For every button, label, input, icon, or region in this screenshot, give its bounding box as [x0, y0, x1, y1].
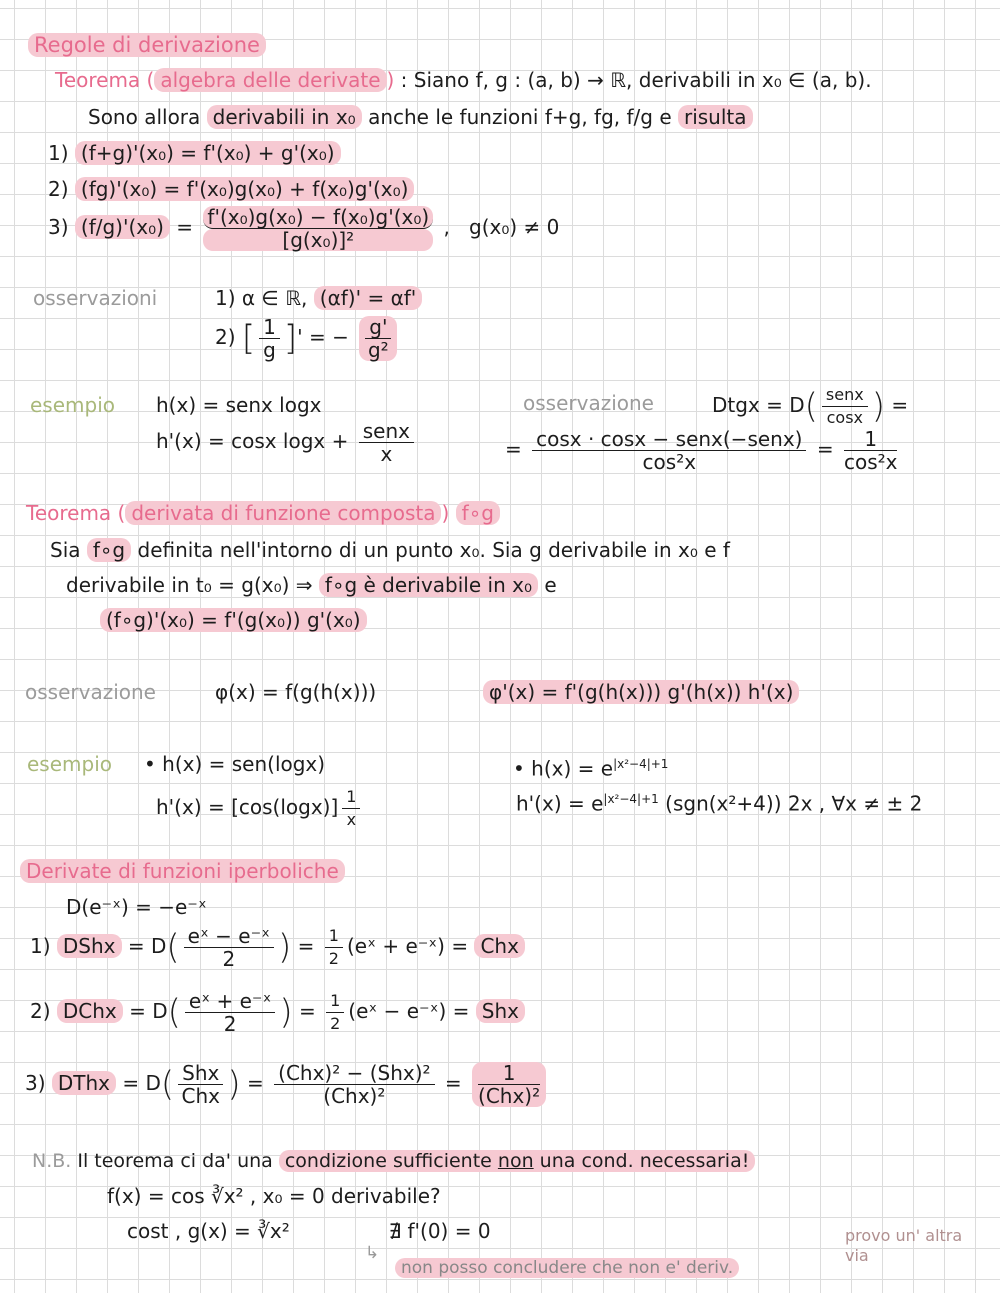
nb-line1 — [32, 1148, 755, 1174]
theorem-label: Teorema — [55, 68, 141, 92]
hyperbolic-rule-3: 3) DThx = D( $\frac{\text{Shx}}{\text{Chx}}$ ) = $\frac{\text{(Chx)² − (Shx)²}}{\text{(Chx)²}}$ = $\frac{1}{\text{(Chx)²}}$ — [25, 1062, 550, 1107]
hyperbolic-rule-3-den: Chx — [181, 1084, 221, 1108]
hyperbolic-rule-1-den: 2 — [222, 947, 236, 971]
observation-2-den: g — [263, 338, 276, 362]
nb-line3-b: ∄ f'(0) = 0 — [388, 1219, 491, 1243]
hyperbolic-rule-1-eq: = D — [127, 934, 167, 958]
hyperbolic-rule-3-res-num: 1 — [478, 1062, 540, 1085]
example-2-left2-num: 1 — [342, 786, 360, 809]
example-1-line1: h(x) = senx logx — [156, 393, 322, 417]
theorem-composite-line2-hl: f∘g è derivabile in x₀ — [319, 573, 538, 597]
hyperbolic-rule-2-num: eˣ + e⁻ˣ — [185, 990, 275, 1013]
theorem-composite-label: Teorema ( — [26, 501, 126, 525]
nb-line3 — [127, 1218, 491, 1244]
observation-tg-res-den: cos²x — [843, 450, 898, 474]
rule-3-lhs: (f/g)'(x₀) — [75, 215, 170, 239]
hyperbolic-rule-3-mid: = — [247, 1071, 264, 1095]
theorem-composite-line1 — [50, 537, 730, 563]
hyperbolic-rule-1-num: eˣ − e⁻ˣ — [184, 925, 274, 948]
observation-tg-eq: = — [891, 393, 909, 417]
hyperbolic-rule-2-den: 2 — [223, 1012, 237, 1036]
observation-2-rden: g² — [367, 338, 389, 362]
theorem-composite-line2-b: e — [544, 573, 557, 597]
derivative-exp: D(e⁻ˣ) = −e⁻ˣ — [66, 895, 207, 919]
example-2-right1-exp: |x²−4|+1 — [613, 757, 669, 771]
example-2-right2 — [516, 786, 922, 817]
hyperbolic-rule-2-result: Shx — [476, 999, 525, 1023]
observation-2-num: 1 — [259, 316, 280, 339]
hyperbolic-rule-3-num2: (Chx)² − (Shx)² — [274, 1062, 434, 1085]
hyperbolic-rule-2-half-num: 1 — [326, 990, 344, 1013]
example-1-num: senx — [359, 420, 414, 443]
theorem-composite-line1-hl: f∘g — [87, 538, 131, 562]
theorem-line2 — [88, 104, 753, 130]
section-title-hyperbolic-text: Derivate di funzioni iperboliche — [20, 859, 345, 883]
observation-tg-line2-den: cos²x — [642, 450, 697, 474]
theorem-composite-fog: f∘g — [456, 501, 500, 525]
hyperbolic-rule-3-res-den: (Chx)² — [478, 1084, 541, 1108]
rule-1-formula: (f+g)'(x₀) = f'(x₀) + g'(x₀) — [75, 141, 341, 165]
theorem-composite-close: ) — [441, 501, 450, 525]
hyperbolic-rule-2-lhs: DChx — [57, 999, 123, 1023]
example-1-line2-a: h'(x) = cosx logx + — [156, 429, 349, 453]
theorem-line2-b: anche le funzioni f+g, fg, f/g e — [368, 105, 672, 129]
hyperbolic-rule-3-den2: (Chx)² — [323, 1084, 386, 1108]
hyperbolic-rule-3-eq: = D — [122, 1071, 161, 1095]
rule-2-formula: (fg)'(x₀) = f'(x₀)g(x₀) + f(x₀)g'(x₀) — [75, 177, 415, 201]
rule-3-number: 3) — [48, 215, 69, 239]
hyperbolic-rule-1-lhs: DShx — [57, 934, 122, 958]
example-2-right2-a: h'(x) = e — [516, 791, 604, 816]
rule-2-number: 2) — [48, 177, 69, 201]
hyperbolic-rule-2: 2) DChx = D( $\frac{\text{eˣ + e⁻ˣ}}{2}$ ) = $\frac{1}{2}$ (eˣ − e⁻ˣ) = Shx — [30, 990, 525, 1035]
nb-highlight — [279, 1150, 756, 1172]
observation-chain-formula — [483, 679, 799, 705]
nb-highlight-a: condizione sufficiente — [284, 1150, 492, 1172]
observation-1 — [215, 285, 422, 311]
observation-tg-line2-num: cosx · cosx − senx(−senx) — [532, 428, 806, 451]
observation-chain-text: φ(x) = f(g(h(x))) — [215, 680, 377, 704]
theorem-composite-line1-a: Sia — [50, 538, 81, 562]
rule-3-condition: g(x₀) ≠ 0 — [469, 215, 560, 239]
observation-tg-line1: Dtgx = D( $\frac{\text{senx}}{\cos x}$ ) = — [712, 385, 909, 427]
theorem-algebra: Teorema ( algebra delle derivate ) : Siano f, g : (a, b) → ℝ, derivabili in x₀ ∈ (a, b). — [55, 68, 872, 92]
hyperbolic-rule-2-half-den: 2 — [330, 1014, 341, 1033]
hyperbolic-rule-3-number: 3) — [25, 1071, 46, 1095]
observation-tg-den: cosx — [826, 408, 864, 427]
hyperbolic-rule-1-number: 1) — [30, 934, 51, 958]
section-title-hyperbolic — [20, 858, 345, 884]
nb-line2: f(x) = cos ∛x² , x₀ = 0 derivabile? — [107, 1184, 441, 1208]
nb-line4-text: non posso concludere che non e' deriv. — [395, 1258, 739, 1278]
example-2-right1 — [513, 751, 668, 782]
arrow-icon: ↳ — [365, 1243, 380, 1263]
example-1-label: esempio — [30, 393, 115, 417]
theorem-composite — [26, 500, 500, 526]
hyperbolic-rule-1-half-num: 1 — [325, 925, 343, 948]
example-2-right1-a: • h(x) = e — [513, 756, 614, 781]
rule-3-numerator: f'(x₀)g(x₀) − f(x₀)g'(x₀) — [203, 206, 433, 229]
theorem-name: algebra delle derivate — [154, 68, 386, 92]
hyperbolic-rule-1-mid: = — [297, 934, 315, 958]
theorem-text: : Siano f, g : (a, b) → ℝ, derivabili in x₀ ∈ (a, b). — [400, 68, 872, 92]
section-title-derivation-rules: Regole di derivazione — [28, 32, 266, 58]
observation-tg-text: Dtgx = D — [712, 393, 805, 417]
theorem-composite-line2-a: derivabile in t₀ = g(x₀) ⇒ — [66, 573, 313, 597]
nb-highlight-b: una cond. necessaria! — [539, 1150, 750, 1172]
theorem-composite-formula-text: (f∘g)'(x₀) = f'(g(x₀)) g'(x₀) — [100, 608, 367, 632]
theorem-composite-line2 — [66, 572, 557, 598]
rule-1-number: 1) — [48, 141, 69, 165]
rule-3: 3) (f/g)'(x₀) = $\frac{\text{f'(x₀)g(x₀) − f(x₀)g'(x₀)}}{\text{[g(x₀)]²}}$ , g(x₀) ≠ 0 — [48, 205, 560, 252]
observation-tg-label: osservazione — [523, 391, 654, 415]
example-2-right2-b: (sgn(x²+4)) 2x , ∀x ≠ ± 2 — [665, 791, 923, 816]
hyperbolic-rule-1-paren: (eˣ + e⁻ˣ) = — [346, 934, 469, 958]
nb-line3-a: cost , g(x) = ∛x² — [127, 1219, 290, 1243]
rule-1 — [48, 140, 341, 166]
observation-tg-line2: = $\frac{\text{cosx · cosx − senx(−senx)}}{\text{cos²x}}$ = $\frac{1}{\text{cos²x}}$ — [505, 427, 898, 474]
theorem-line2-hl: derivabili in x₀ — [207, 105, 362, 129]
theorem-composite-line1-b: definita nell'intorno di un punto x₀. Sia g derivabile in x₀ e f — [137, 538, 730, 562]
example-1-line2 — [156, 420, 418, 465]
observation-1-a: 1) α ∈ ℝ, — [215, 286, 308, 310]
hyperbolic-rule-2-eq: = D — [129, 999, 168, 1023]
nb-highlight-underlined: non — [497, 1150, 534, 1172]
rule-2 — [48, 176, 414, 202]
hyperbolic-rule-1-result: Chx — [474, 934, 524, 958]
observations-label: osservazioni — [33, 286, 158, 310]
example-2-right2-exp: |x²−4|+1 — [603, 792, 659, 806]
nb-line4 — [395, 1255, 739, 1281]
observation-chain-formula-text: φ'(x) = f'(g(h(x))) g'(h(x)) h'(x) — [483, 680, 799, 704]
rule-3-fraction — [203, 206, 433, 251]
hyperbolic-rule-2-paren: (eˣ − e⁻ˣ) = — [348, 999, 470, 1023]
observation-2-rnum: g' — [365, 316, 391, 339]
hyperbolic-rule-2-mid: = — [298, 999, 316, 1023]
nb-label: N.B. — [32, 1150, 72, 1172]
theorem-line2-a: Sono allora — [88, 105, 201, 129]
hyperbolic-rule-3-eq2: = — [444, 1071, 462, 1095]
example-2-left2-a: h'(x) = [cos(logx)] — [156, 795, 339, 819]
hyperbolic-rule-2-number: 2) — [30, 999, 51, 1023]
observation-1-b: (αf)' = αf' — [314, 286, 423, 310]
theorem-composite-formula — [100, 607, 367, 633]
theorem-composite-name: derivata di funzione composta — [125, 501, 441, 525]
observation-chain-label: osservazione — [25, 680, 156, 704]
hyperbolic-rule-3-num: Shx — [178, 1062, 223, 1085]
observation-2-number: 2) — [215, 325, 236, 349]
hyperbolic-rule-1-half-den: 2 — [328, 949, 339, 968]
hyperbolic-rule-3-lhs: DThx — [52, 1071, 116, 1095]
observation-tg-res-num: 1 — [844, 428, 898, 451]
example-2-label: esempio — [27, 752, 112, 776]
observation-2-eq: ' = − — [297, 325, 349, 349]
hyperbolic-rule-1: 1) DShx = D( $\frac{\text{eˣ − e⁻ˣ}}{2}$ ) = $\frac{1}{2}$ (eˣ + e⁻ˣ) = Chx — [30, 925, 525, 970]
nb-text-a: Il teorema ci da' una — [77, 1150, 273, 1172]
example-2-left2-den: x — [346, 810, 357, 829]
observation-tg-num: senx — [822, 384, 868, 407]
example-2-left1: • h(x) = sen(logx) — [144, 752, 326, 776]
theorem-line2-c: risulta — [678, 105, 753, 129]
example-1-den: x — [380, 442, 393, 466]
rule-3-denominator: [g(x₀)]² — [203, 229, 433, 251]
observation-2: 2) [ $\frac{1}{g}$ ]' = − $\frac{g'}{\text{g²}}$ — [215, 316, 401, 361]
nb-side-note: provo un' altra via — [845, 1226, 963, 1265]
example-2-left2 — [156, 786, 364, 831]
